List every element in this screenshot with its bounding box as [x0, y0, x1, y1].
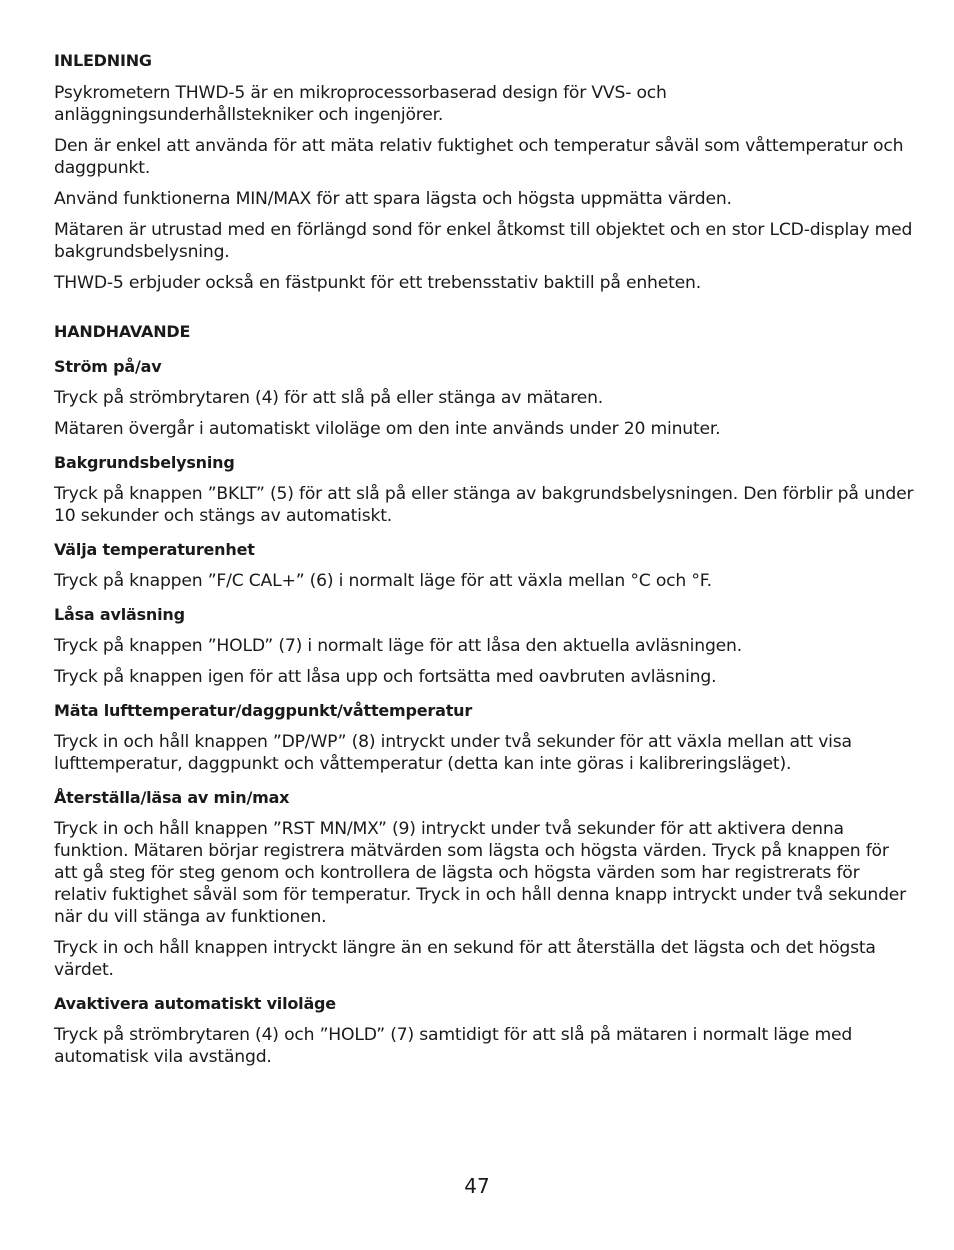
page-number: 47 — [464, 1174, 490, 1198]
subheading-auto-sleep: Avaktivera automatiskt viloläge — [54, 994, 336, 1013]
subheading-measure: Mäta lufttemperatur/daggpunkt/våttemperatur — [54, 701, 473, 720]
subheading-power: Ström på/av — [54, 357, 162, 376]
intro-paragraph: Den är enkel att använda för att mäta relativ fuktighet och temperatur såväl som våttemperatur och daggpunkt. — [54, 136, 904, 178]
operation-heading: HANDHAVANDE — [54, 322, 191, 341]
subheading-hold: Låsa avläsning — [54, 605, 185, 624]
subheading-backlight: Bakgrundsbelysning — [54, 453, 235, 472]
subheading-min-max: Återställa/läsa av min/max — [54, 788, 290, 807]
intro-paragraph: Psykrometern THWD-5 är en mikroprocessorbaserad design för VVS- och anläggningsunderhållstekniker och ingenjörer. — [54, 83, 667, 125]
temperature-unit-paragraph: Tryck på knappen ”F/C CAL+” (6) i normalt läge för att växla mellan °C och °F. — [54, 571, 712, 591]
hold-paragraph: Tryck på knappen igen för att låsa upp och fortsätta med oavbruten avläsning. — [54, 667, 717, 687]
subheading-temperature-unit: Välja temperaturenhet — [54, 540, 255, 559]
hold-paragraph: Tryck på knappen ”HOLD” (7) i normalt läge för att låsa den aktuella avläsningen. — [54, 636, 742, 656]
document-page — [54, 50, 914, 1077]
power-paragraph: Tryck på strömbrytaren (4) för att slå på eller stänga av mätaren. — [54, 388, 604, 408]
intro-heading: INLEDNING — [54, 51, 152, 70]
intro-paragraph: Mätaren är utrustad med en förlängd sond för enkel åtkomst till objektet och en stor LCD-display med bakgrundsbelysning. — [54, 220, 913, 262]
auto-sleep-paragraph: Tryck på strömbrytaren (4) och ”HOLD” (7) samtidigt för att slå på mätaren i normalt läge med automatisk vila avstängd. — [54, 1025, 853, 1067]
intro-paragraph: Använd funktionerna MIN/MAX för att spara lägsta och högsta uppmätta värden. — [54, 189, 732, 209]
power-paragraph: Mätaren övergår i automatiskt viloläge om den inte används under 20 minuter. — [54, 419, 721, 439]
min-max-paragraph: Tryck in och håll knappen ”RST MN/MX” (9) intryckt under två sekunder för att aktivera denna funktion. Mätaren börjar registrera mätvärden som lägsta och högsta värden. Tryck på knappen för att gå steg för steg genom och kontrollera de lägsta och högsta värden som har registrerats för relativ fuktighet såväl som för temperatur. Tryck in och håll denna knapp intryckt under två sekunder när du vill stänga av funktionen. — [54, 819, 907, 927]
intro-paragraph: THWD-5 erbjuder också en fästpunkt för ett trebensstativ baktill på enheten. — [54, 273, 701, 293]
measure-paragraph: Tryck in och håll knappen ”DP/WP” (8) intryckt under två sekunder för att växla mellan att visa lufttemperatur, daggpunkt och våttemperatur (detta kan inte göras i kalibreringsläget). — [54, 732, 852, 774]
backlight-paragraph: Tryck på knappen ”BKLT” (5) för att slå på eller stänga av bakgrundsbelysningen. Den förblir på under 10 sekunder och stängs av automatiskt. — [54, 484, 914, 526]
min-max-paragraph: Tryck in och håll knappen intryckt längre än en sekund för att återställa det lägsta och det högsta värdet. — [54, 938, 876, 980]
